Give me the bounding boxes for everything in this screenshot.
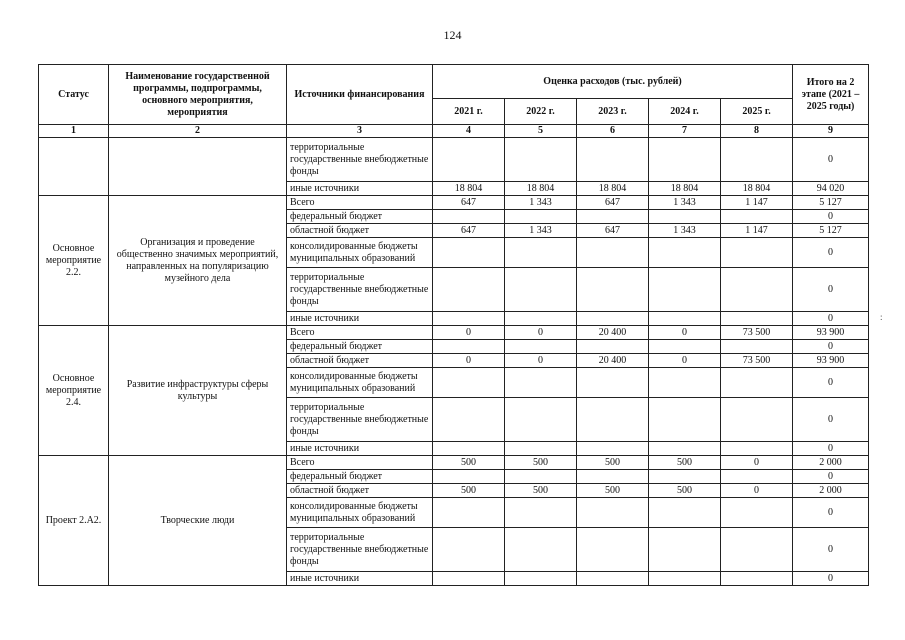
year-value-cell <box>721 398 793 442</box>
year-value-cell: 20 400 <box>577 326 649 340</box>
year-value-cell <box>721 138 793 182</box>
year-value-cell <box>577 572 649 586</box>
year-value-cell <box>577 340 649 354</box>
funding-source-cell: федеральный бюджет <box>287 340 433 354</box>
budget-body <box>39 138 869 586</box>
column-number: 4 <box>433 125 505 138</box>
column-number: 9 <box>793 125 869 138</box>
header-sources: Источники финансирования <box>287 65 433 125</box>
year-value-cell: 0 <box>721 456 793 470</box>
total-value-cell: 0 <box>793 138 869 182</box>
year-value-cell: 500 <box>505 484 577 498</box>
funding-source-cell: консолидированные бюджеты муниципальных образований <box>287 498 433 528</box>
status-cell <box>39 138 109 196</box>
measure-name-cell: Развитие инфраструктуры сферы культуры <box>109 326 287 456</box>
year-value-cell <box>433 238 505 268</box>
total-value-cell: 5 127 <box>793 224 869 238</box>
year-value-cell <box>433 138 505 182</box>
year-value-cell <box>721 210 793 224</box>
funding-source-cell: Всего <box>287 456 433 470</box>
year-value-cell <box>649 138 721 182</box>
year-value-cell: 0 <box>505 326 577 340</box>
total-value-cell: 0 <box>793 340 869 354</box>
column-number: 3 <box>287 125 433 138</box>
year-value-cell: 647 <box>577 224 649 238</box>
funding-source-cell: областной бюджет <box>287 354 433 368</box>
year-value-cell: 0 <box>721 484 793 498</box>
total-value-cell: 93 900 <box>793 326 869 340</box>
total-value-cell: 0 <box>793 368 869 398</box>
total-value-cell: 94 020 <box>793 182 869 196</box>
year-value-cell <box>433 398 505 442</box>
header-year: 2025 г. <box>721 99 793 125</box>
year-value-cell <box>433 210 505 224</box>
year-value-cell <box>433 268 505 312</box>
year-value-cell <box>649 470 721 484</box>
funding-source-cell: федеральный бюджет <box>287 210 433 224</box>
year-value-cell: 18 804 <box>649 182 721 196</box>
year-value-cell <box>505 442 577 456</box>
year-value-cell <box>505 312 577 326</box>
column-number-row <box>39 125 869 138</box>
year-value-cell <box>505 340 577 354</box>
year-value-cell <box>577 498 649 528</box>
total-value-cell: 0 <box>793 572 869 586</box>
funding-source-cell: Всего <box>287 196 433 210</box>
funding-source-cell: федеральный бюджет <box>287 470 433 484</box>
year-value-cell: 500 <box>577 456 649 470</box>
year-value-cell: 18 804 <box>721 182 793 196</box>
total-value-cell: 93 900 <box>793 354 869 368</box>
total-value-cell: 0 <box>793 498 869 528</box>
year-value-cell: 1 343 <box>505 196 577 210</box>
year-value-cell: 18 804 <box>505 182 577 196</box>
table-row <box>39 456 869 470</box>
table-row <box>39 196 869 210</box>
funding-source-cell: территориальные государственные внебюджетные фонды <box>287 398 433 442</box>
funding-source-cell: областной бюджет <box>287 224 433 238</box>
year-value-cell: 500 <box>649 484 721 498</box>
header-year: 2024 г. <box>649 99 721 125</box>
year-value-cell: 20 400 <box>577 354 649 368</box>
year-value-cell <box>649 312 721 326</box>
total-value-cell: 0 <box>793 238 869 268</box>
total-value-cell: 0 <box>793 268 869 312</box>
measure-name-cell: Творческие люди <box>109 456 287 586</box>
year-value-cell <box>649 528 721 572</box>
column-number: 2 <box>109 125 287 138</box>
year-value-cell <box>649 572 721 586</box>
year-value-cell: 0 <box>649 326 721 340</box>
funding-source-cell: иные источники <box>287 572 433 586</box>
year-value-cell <box>649 368 721 398</box>
year-value-cell <box>433 368 505 398</box>
budget-table <box>38 64 869 586</box>
funding-source-cell: консолидированные бюджеты муниципальных образований <box>287 238 433 268</box>
header-estimate: Оценка расходов (тыс. рублей) <box>433 65 793 99</box>
year-value-cell: 0 <box>433 354 505 368</box>
year-value-cell <box>721 268 793 312</box>
year-value-cell: 500 <box>577 484 649 498</box>
year-value-cell <box>433 528 505 572</box>
funding-source-cell: областной бюджет <box>287 484 433 498</box>
total-value-cell: 0 <box>793 398 869 442</box>
total-value-cell: 2 000 <box>793 484 869 498</box>
year-value-cell: 1 343 <box>505 224 577 238</box>
status-cell: Проект 2.А2. <box>39 456 109 586</box>
year-value-cell <box>433 572 505 586</box>
year-value-cell: 73 500 <box>721 354 793 368</box>
total-value-cell: 0 <box>793 528 869 572</box>
year-value-cell <box>505 268 577 312</box>
column-number: 5 <box>505 125 577 138</box>
measure-name-cell <box>109 138 287 196</box>
year-value-cell <box>505 498 577 528</box>
column-number: 7 <box>649 125 721 138</box>
year-value-cell <box>577 238 649 268</box>
year-value-cell <box>649 442 721 456</box>
column-number: 1 <box>39 125 109 138</box>
funding-source-cell: консолидированные бюджеты муниципальных образований <box>287 368 433 398</box>
year-value-cell <box>721 340 793 354</box>
year-value-cell: 18 804 <box>577 182 649 196</box>
year-value-cell: 18 804 <box>433 182 505 196</box>
year-value-cell <box>649 238 721 268</box>
year-value-cell <box>433 498 505 528</box>
year-value-cell: 500 <box>433 484 505 498</box>
funding-source-cell: территориальные государственные внебюджетные фонды <box>287 528 433 572</box>
year-value-cell: 500 <box>649 456 721 470</box>
status-cell: Основное мероприятие 2.4. <box>39 326 109 456</box>
year-value-cell <box>433 312 505 326</box>
year-value-cell: 0 <box>649 354 721 368</box>
year-value-cell <box>577 368 649 398</box>
year-value-cell <box>577 442 649 456</box>
year-value-cell <box>649 340 721 354</box>
year-value-cell <box>721 312 793 326</box>
column-number: 6 <box>577 125 649 138</box>
year-value-cell <box>505 138 577 182</box>
total-value-cell: 2 000 <box>793 456 869 470</box>
year-value-cell: 1 343 <box>649 224 721 238</box>
year-value-cell <box>505 572 577 586</box>
year-value-cell <box>505 210 577 224</box>
header-year: 2023 г. <box>577 99 649 125</box>
year-value-cell <box>649 498 721 528</box>
header-status: Статус <box>39 65 109 125</box>
year-value-cell <box>577 210 649 224</box>
year-value-cell <box>721 442 793 456</box>
year-value-cell <box>433 442 505 456</box>
year-value-cell <box>505 470 577 484</box>
year-value-cell <box>505 238 577 268</box>
header-name: Наименование государственной программы, подпрограммы, основного мероприятия, мероприятия <box>109 65 287 125</box>
year-value-cell: 1 343 <box>649 196 721 210</box>
year-value-cell: 647 <box>577 196 649 210</box>
year-value-cell <box>505 368 577 398</box>
funding-source-cell: иные источники <box>287 182 433 196</box>
year-value-cell: 1 147 <box>721 196 793 210</box>
total-value-cell: 0 <box>793 210 869 224</box>
column-number: 8 <box>721 125 793 138</box>
header-total: Итого на 2 этапе (2021 – 2025 годы) <box>793 65 869 125</box>
table-row <box>39 326 869 340</box>
year-value-cell <box>433 340 505 354</box>
year-value-cell: 500 <box>505 456 577 470</box>
header-year: 2022 г. <box>505 99 577 125</box>
year-value-cell <box>649 210 721 224</box>
status-cell: Основное мероприятие 2.2. <box>39 196 109 326</box>
year-value-cell <box>721 528 793 572</box>
measure-name-cell: Организация и проведение общественно значимых мероприятий, направленных на популяризацию музейного дела <box>109 196 287 326</box>
year-value-cell <box>577 528 649 572</box>
total-value-cell: 0 <box>793 442 869 456</box>
margin-mark: : <box>880 312 883 322</box>
total-value-cell: 5 127 <box>793 196 869 210</box>
year-value-cell: 73 500 <box>721 326 793 340</box>
total-value-cell: 0 <box>793 312 869 326</box>
year-value-cell: 500 <box>433 456 505 470</box>
header-year: 2021 г. <box>433 99 505 125</box>
year-value-cell: 647 <box>433 224 505 238</box>
funding-source-cell: территориальные государственные внебюджетные фонды <box>287 268 433 312</box>
year-value-cell: 0 <box>505 354 577 368</box>
table-row <box>39 138 869 182</box>
year-value-cell: 0 <box>433 326 505 340</box>
year-value-cell <box>505 398 577 442</box>
year-value-cell <box>577 268 649 312</box>
funding-source-cell: иные источники <box>287 312 433 326</box>
total-value-cell: 0 <box>793 470 869 484</box>
year-value-cell <box>433 470 505 484</box>
year-value-cell <box>721 470 793 484</box>
year-value-cell <box>721 498 793 528</box>
year-value-cell <box>577 470 649 484</box>
funding-source-cell: иные источники <box>287 442 433 456</box>
year-value-cell: 647 <box>433 196 505 210</box>
page-number: 124 <box>443 28 462 42</box>
year-value-cell <box>721 572 793 586</box>
year-value-cell <box>649 398 721 442</box>
year-value-cell <box>505 528 577 572</box>
funding-source-cell: территориальные государственные внебюджетные фонды <box>287 138 433 182</box>
year-value-cell <box>577 398 649 442</box>
funding-source-cell: Всего <box>287 326 433 340</box>
year-value-cell <box>721 238 793 268</box>
year-value-cell: 1 147 <box>721 224 793 238</box>
year-value-cell <box>577 138 649 182</box>
year-value-cell <box>577 312 649 326</box>
year-value-cell <box>721 368 793 398</box>
year-value-cell <box>649 268 721 312</box>
